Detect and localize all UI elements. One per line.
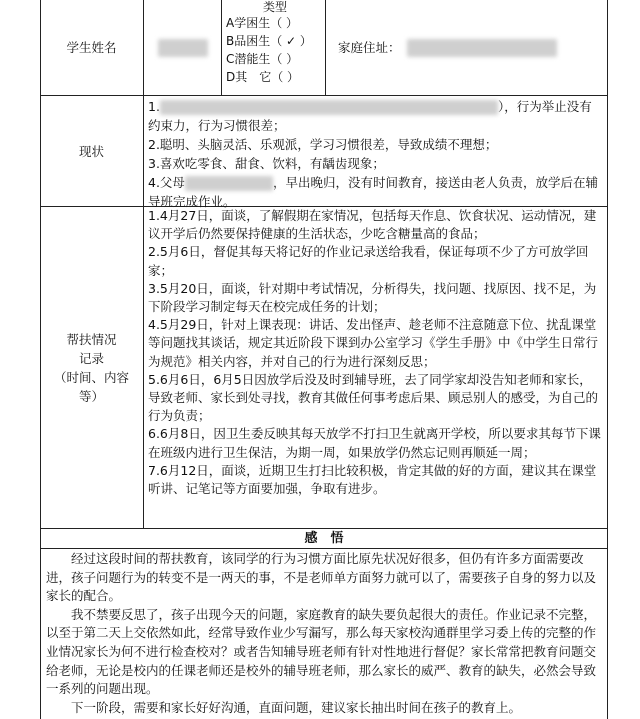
- record-entry-1: 1.4月27日，面谈，了解假期在家情况，包括每天作息、饮食状况、运动情况，建议开学后仍然要保持健康的生活状态，少吃含糖量高的食品；: [148, 208, 597, 242]
- home-address-cell: [338, 0, 606, 95]
- row-divider-4: [40, 548, 608, 549]
- reflection-content: [46, 550, 603, 719]
- home-address-label: 家庭住址：: [338, 40, 401, 55]
- situation-item-1-text: ），行为举止没有约束力，行为习惯很差；: [148, 99, 592, 133]
- record-entry-6: 6.6月8日，因卫生委反映其每天放学不打扫卫生就离开学校，所以要求其每节下课在班级内进行卫生保洁，为期一周，如果放学仍然忘记则再顺延一周；: [148, 426, 601, 460]
- reflection-paragraph-1: 经过这段时间的帮扶教育，该同学的行为习惯方面比原先状况好很多，但仍有许多方面需要改进，孩子问题行为的转变不是一两天的事，不是老师单方面努力就可以了，需要孩子自身的努力以及家长的配合。: [46, 551, 597, 604]
- record-entry-3: 3.5月20日，面谈，针对期中考试情况，分析得失，找问题、找原因、找不足，为下阶段学习制定每天在校完成任务的计划；: [148, 280, 597, 315]
- reflection-paragraph-2: 我不禁要反思了，孩子出现今天的问题，家庭教育的缺失要负起很大的责任。作业记录不完整，以至于第二天上交依然如此，经常导致作业少写漏写，那么每天家校沟通群里学习委上传的完整的作业情况家长为何不进行检查校对？或者告知辅导班老师有针对性地进行督促？家长常常把教育问题交给老师，无论是校内的任课老师还是校外的辅导班老师，那么家长的威严、教育的缺失，必然会导致一系列的问题出现。: [46, 606, 597, 697]
- type-column-left-divider: [221, 0, 222, 95]
- situation-item-4-prefix: 4.父母: [148, 175, 185, 190]
- situation-item-1-prefix: 1.: [148, 99, 160, 114]
- reflection-title-cell: [40, 529, 608, 548]
- redacted-student-name: [158, 39, 208, 57]
- situation-item-4: [148, 173, 603, 211]
- records-content: [148, 207, 604, 527]
- situation-item-2: 2.聪明、头脑灵活、乐观派，学习习惯很差，导致成绩不理想；: [148, 137, 498, 152]
- student-name-label: 学生姓名: [66, 40, 117, 55]
- record-entry-5: 5.6月6日，6月5日因放学后没及时到辅导班，去了同学家却没告知老师和家长，导致老师、家长到处寻找，教育其做任何事考虑后果、顾忌别人的感受，为自己的行为负责；: [148, 371, 599, 424]
- situation-item-3: 3.喜欢吃零食、甜食、饮料，有龋齿现象；: [148, 156, 385, 171]
- type-column-right-divider: [325, 0, 326, 95]
- records-label-line4: 等）: [78, 388, 104, 404]
- reflection-paragraph-3: 下一阶段，需要和家长好好沟通，直面问题，建议家长抽出时间在孩子的教育上。: [71, 699, 522, 715]
- redacted-situation-text: [160, 100, 498, 115]
- records-label-line3: （时间、内容: [53, 369, 129, 385]
- type-title: 类型: [262, 0, 287, 14]
- student-name-cell: [40, 0, 143, 95]
- type-option-c: C潜能生（ ）: [226, 52, 299, 66]
- record-entry-2: 2.5月6日，督促其每天将记好的作业记录送给我看，保证每项不少了方可放学回家；: [148, 244, 589, 278]
- record-entry-4: 4.5月29日，针对上课表现：讲话、发出怪声、趁老师不注意随意下位、扰乱课堂等问题找其谈话，规定其近阶段下课到办公室学习《学生手册》中《中学生日常行为规范》相关内容，并对自己的行为进行深刻反思；: [148, 317, 599, 369]
- redacted-home-address: [407, 39, 557, 57]
- redacted-parent-info: [185, 176, 273, 191]
- reflection-title: 感 悟: [304, 531, 344, 546]
- situation-label-cell: [40, 96, 143, 206]
- border-right: [607, 0, 608, 719]
- student-name-value-cell: [144, 0, 221, 95]
- records-label-line2: 记录: [78, 350, 104, 366]
- type-option-a: A学困生（ ）: [226, 16, 299, 30]
- situation-item-4-text: ，早出晚归，没有时间教育，接送由老人负责，放学后在辅导班完成作业。: [148, 175, 598, 209]
- type-option-b: B品困生（ ✓ ）: [226, 34, 312, 48]
- student-type-cell: [226, 0, 324, 95]
- records-label-line1: 帮扶情况: [66, 331, 117, 347]
- help-record-form: [40, 0, 608, 719]
- situation-content: [148, 97, 603, 209]
- situation-label: 现状: [78, 143, 104, 159]
- record-entry-7: 7.6月12日，面谈，近期卫生打扫比较积极，肯定其做的好的方面，建议其在课堂听讲、记笔记等方面要加强，争取有进步。: [148, 462, 597, 497]
- records-label-cell: [40, 207, 143, 528]
- type-option-d: D其 它（ ）: [226, 70, 300, 84]
- situation-item-1: [148, 97, 603, 135]
